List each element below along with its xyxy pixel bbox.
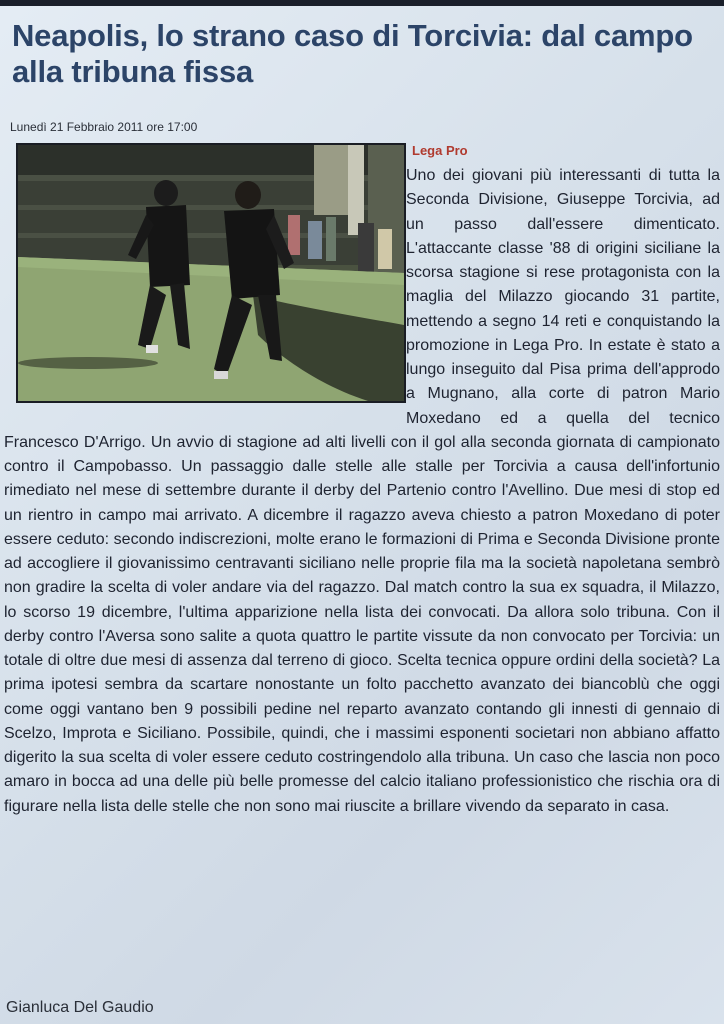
article-paragraph: Uno dei giovani più interessanti di tutta la Seconda Divisione, Giuseppe Torcivia, ad un passo dall'essere dimenticato. L'attaccante classe '88 di origini siciliane la scorsa stagione si rese protagonista con la maglia del Milazzo giocando 31 partite, mettendo a segno 14 reti e conquistando la promozione in Lega Pro. In estate è stato a lungo inseguito dal Pisa prima dell'approdo a Mugnano, alla corte di patron Mario Moxedano ed a quella del tecnico Francesco D'Arrigo. Un avvio di stagione ad alti livelli con il gol alla seconda giornata di campionato contro il Campobasso. Un passaggio dalle stelle alle stalle per Torcivia a causa dell'infortunio rimediato nel mese di settembre durante il derby del Partenio contro l'Avellino. Due mesi di stop ed un rientro in campo mai arrivato. A dicembre il ragazzo aveva chiesto a patron Moxedano di poter essere ceduto: secondo indiscrezioni, molte erano le formazioni di Prima e Seconda Divisione pronte ad accogliere il giovanissimo centravanti siciliano nelle proprie fila ma la società napoletana sembrò non gradire la scelta di voler andare via del ragazzo. Dal match contro la sua ex squadra, il Milazzo, lo scorso 19 dicembre, l'ultima apparizione nella lista dei convocati. Da allora solo tribuna. Con il derby contro l'Aversa sono salite a quota quattro le partite vissute da non convocato per Torcivia: un totale di oltre due mesi di assenza dal terreno di gioco. Scelta tecnica oppure ordini della società? La prima ipotesi sembra da scartare nonostante un folto pacchetto avanzato dei biancoblù che oggi come oggi vantano ben 9 possibili pedine nel reparto avanzato contando gli innesti di gennaio di Scelzo, Improta e Siciliano. Possibile, quindi, che i massimi esponenti societari non abbiano affatto digerito la sua scelta di voler essere ceduto costringendolo alla tribuna. Un caso che lascia non poco amaro in bocca ad una delle più belle promesse del calcio italiano professionistico che rischia ora di figurare nella lista delle stelle che non sono mai riuscite a brillare vivendo da separato in casa. bbox=[4, 167, 720, 815]
article-category: Lega Pro bbox=[412, 143, 468, 158]
photo-spacer bbox=[4, 164, 406, 408]
screen bbox=[0, 6, 724, 1024]
article-author: Gianluca Del Gaudio bbox=[6, 999, 154, 1016]
article-title: Neapolis, lo strano caso di Torcivia: dal campo alla tribuna fissa bbox=[12, 18, 693, 89]
article-date: Lunedì 21 Febbraio 2011 ore 17:00 bbox=[10, 120, 198, 134]
article-body bbox=[4, 164, 720, 819]
